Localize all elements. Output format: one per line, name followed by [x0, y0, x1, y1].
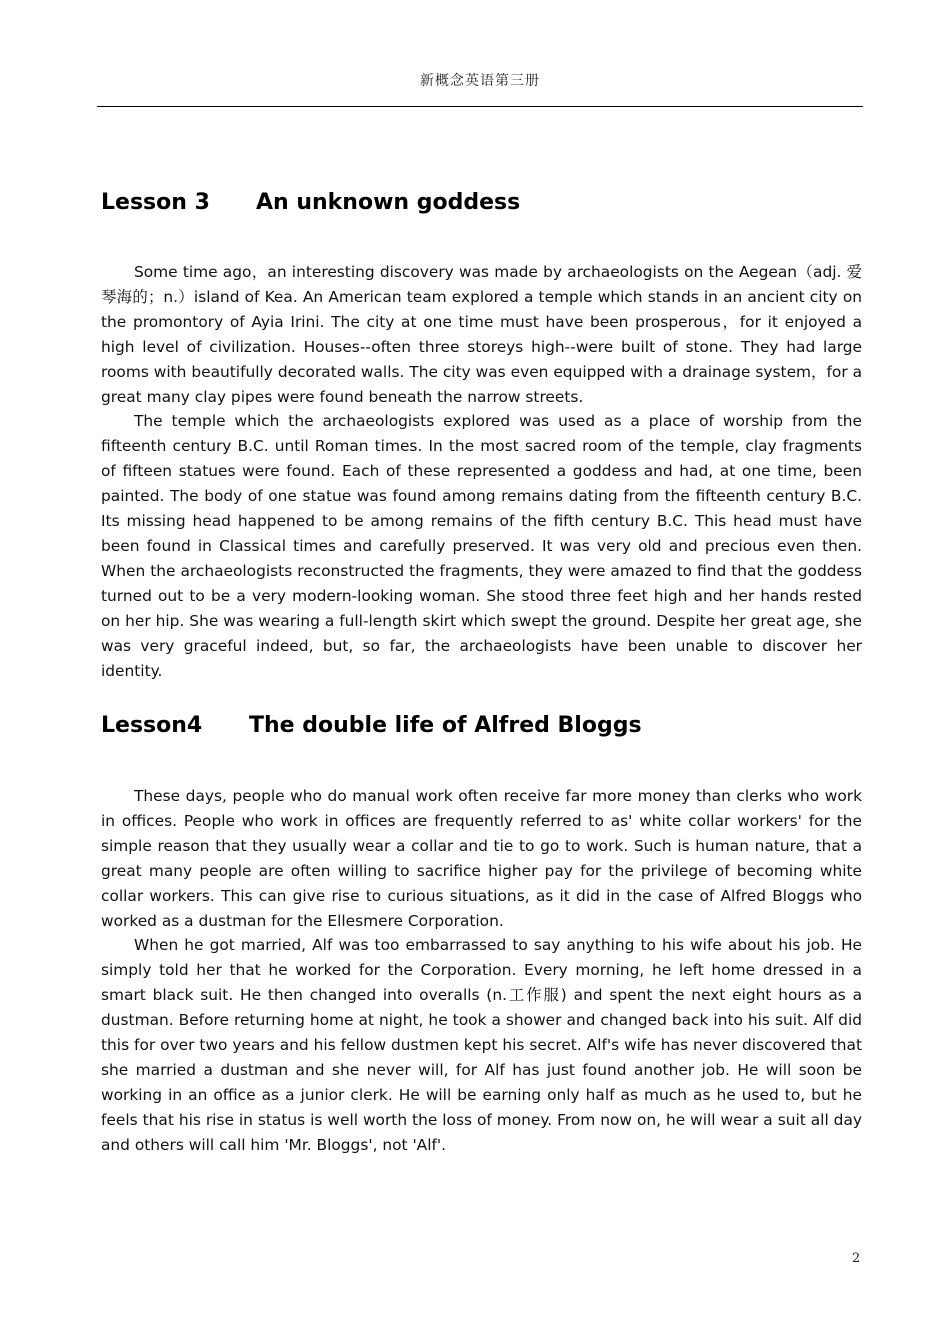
- lesson-4-body: [101, 784, 862, 1158]
- paragraph: Some time ago，an interesting discovery was made by archaeologists on the Aegean（adj. 爱琴海的；n.）island of Kea. An American team explored a temple which stands in an ancient city on the promontory of Ayia Irini. The city at one time must have been prosperous，for it enjoyed a high level of civilization. Houses--often three storeys high--were built of stone. They had large rooms with beautifully decorated walls. The city was even equipped with a drainage system，for a great many clay pipes were found beneath the narrow streets.: [101, 263, 862, 406]
- lesson-title: The double life of Alfred Bloggs: [249, 713, 642, 738]
- page-header: 新概念英语第三册: [420, 73, 540, 89]
- lesson-3-body: [101, 260, 862, 683]
- paragraph: These days, people who do manual work often receive far more money than clerks who work in offices. People who work in offices are frequently referred to as' white collar workers' for the simple reason that they usually wear a collar and tie to go to work. Such is human nature, that a great many people are often willing to sacrifice higher pay for the privilege of becoming white collar workers. This can give rise to curious situations, as it did in the case of Alfred Bloggs who worked as a dustman for the Ellesmere Corporation.: [101, 787, 862, 930]
- header-rule: [97, 106, 863, 107]
- lesson-3-heading: [101, 190, 863, 215]
- paragraph: When he got married, Alf was too embarrassed to say anything to his wife about his job. He simply told her that he worked for the Corporation. Every morning, he left home dressed in a smart black suit. He then changed into overalls (n.工作服) and spent the next eight hours as a dustman. Before returning home at night, he took a shower and changed back into his suit. Alf did this for over two years and his fellow dustmen kept his secret. Alf's wife has never discovered that she married a dustman and she never will, for Alf has just found another job. He will soon be working in an office as a junior clerk. He will be earning only half as much as he used to, but he feels that his rise in status is well worth the loss of money. From now on, he will wear a suit all day and others will call him 'Mr. Bloggs', not 'Alf'.: [101, 936, 862, 1154]
- lesson-title: An unknown goddess: [256, 190, 521, 215]
- lesson-number: Lesson 3: [101, 190, 210, 215]
- lesson-number: Lesson4: [101, 713, 203, 738]
- page-number: 2: [852, 1251, 861, 1266]
- paragraph: The temple which the archaeologists explored was used as a place of worship from the fifteenth century B.C. until Roman times. In the most sacred room of the temple, clay fragments of fifteen statues were found. Each of these represented a goddess and had, at one time, been painted. The body of one statue was found among remains dating from the fifteenth century B.C. Its missing head happened to be among remains of the fifth century B.C. This head must have been found in Classical times and carefully preserved. It was very old and precious even then. When the archaeologists reconstructed the fragments, they were amazed to find that the goddess turned out to be a very modern-looking woman. She stood three feet high and her hands rested on her hip. She was wearing a full-length skirt which swept the ground. Despite her great age, she was very graceful indeed, but, so far, the archaeologists have been unable to discover her identity.: [101, 412, 862, 680]
- lesson-4-heading: [101, 713, 863, 738]
